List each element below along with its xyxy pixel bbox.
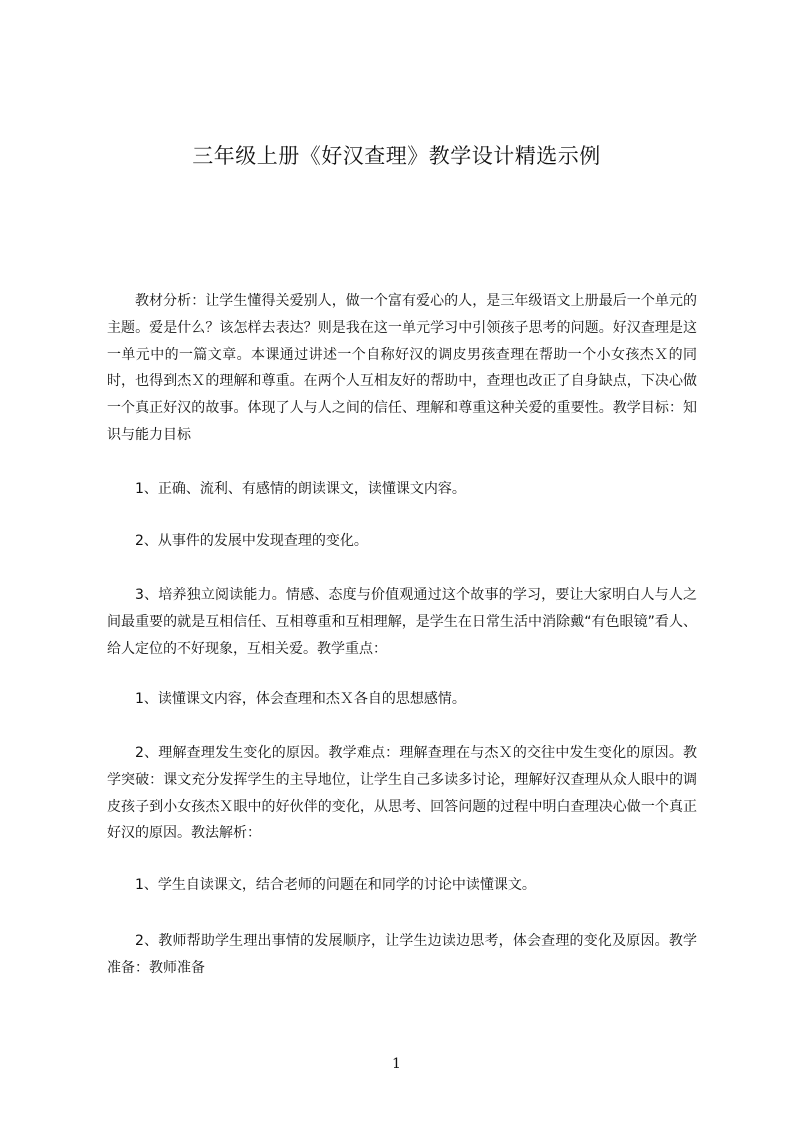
paragraph-goal-2	[107, 528, 697, 555]
paragraph-key-point-1	[107, 686, 697, 713]
paragraph-key-point-2	[107, 740, 697, 847]
paragraph-method-2	[107, 928, 697, 982]
page-number: 1	[392, 1056, 401, 1072]
paragraph-text: 2、从事件的发展中发现查理的变化。	[135, 533, 368, 549]
paragraph-text: 1、读懂课文内容，体会查理和杰Ｘ各自的思想感情。	[135, 691, 466, 707]
paragraph-method-1	[107, 872, 697, 899]
document-title: 三年级上册《好汉查理》教学设计精选示例	[192, 144, 601, 168]
paragraph-goal-3	[107, 582, 697, 662]
paragraph-text: 1、正确、流利、有感情的朗读课文，读懂课文内容。	[135, 481, 466, 497]
paragraph-text: 1、学生自读课文，结合老师的问题在和同学的讨论中读懂课文。	[135, 877, 536, 893]
paragraph-text: 2、教师帮助学生理出事情的发展顺序，让学生边读边思考，体会查理的变化及原因。教学准备：教师准备	[107, 933, 697, 976]
paragraph-text: 2、理解查理发生变化的原因。教学难点：理解查理在与杰Ｘ的交往中发生变化的原因。教学突破：课文充分发挥学生的主导地位，让学生自己多读多讨论，理解好汉查理从众人眼中的调皮孩子到小女孩杰Ｘ眼中的好伙伴的变化，从思考、回答问题的过程中明白查理决心做一个真正好汉的原因。教法解析：	[107, 745, 697, 842]
paragraph-analysis	[107, 288, 697, 449]
paragraph-text: 3、培养独立阅读能力。情感、态度与价值观通过这个故事的学习，要让大家明白人与人之间最重要的就是互相信任、互相尊重和互相理解，是学生在日常生活中消除戴“有色眼镜”看人、给人定位的不好现象，互相关爱。教学重点：	[107, 587, 697, 657]
paragraph-goal-1	[107, 476, 697, 503]
paragraph-text: 教材分析：让学生懂得关爱别人，做一个富有爱心的人，是三年级语文上册最后一个单元的主题。爱是什么？该怎样去表达？则是我在这一单元学习中引领孩子思考的问题。好汉查理是这一单元中的一篇文章。本课通过讲述一个自称好汉的调皮男孩查理在帮助一个小女孩杰Ｘ的同时，也得到杰Ｘ的理解和尊重。在两个人互相友好的帮助中，查理也改正了自身缺点，下决心做一个真正好汉的故事。体现了人与人之间的信任、理解和尊重这种关爱的重要性。教学目标：知识与能力目标	[107, 293, 697, 443]
